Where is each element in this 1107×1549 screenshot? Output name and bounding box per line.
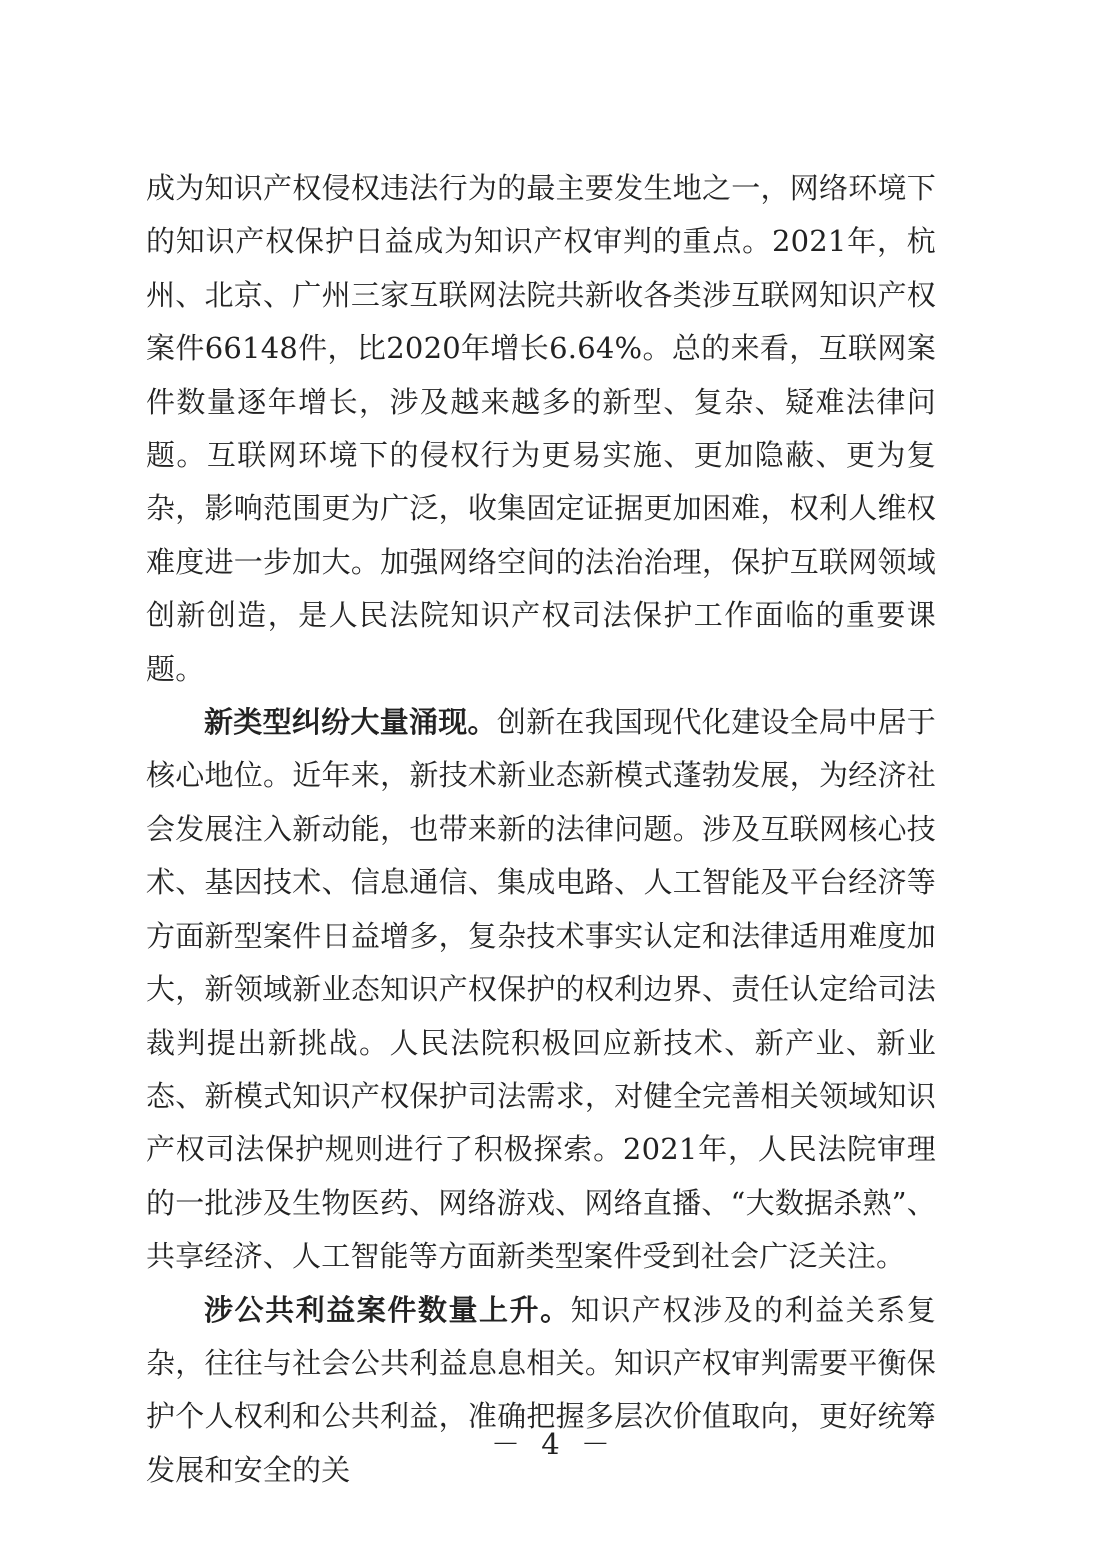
page-number: － 4 － bbox=[491, 1427, 616, 1461]
paragraph-continuation bbox=[146, 162, 936, 696]
paragraph-heading: 新类型纠纷大量涌现。 bbox=[204, 705, 497, 740]
paragraph-public-interest-cases bbox=[146, 1284, 936, 1498]
paragraph-text: 创新在我国现代化建设全局中居于核心地位。近年来，新技术新业态新模式蓬勃发展，为经济社会发展注入新动能，也带来新的法律问题。涉及互联网核心技术、基因技术、信息通信、集成电路、人工智能及平台经济等方面新型案件日益增多，复杂技术事实认定和法律适用难度加大，新领域新业态知识产权保护的权利边界、责任认定给司法裁判提出新挑战。人民法院积极回应新技术、新产业、新业态、新模式知识产权保护司法需求，对健全完善相关领域知识产权司法保护规则进行了积极探索。2021年，人民法院审理的一批涉及生物医药、网络游戏、网络直播、“大数据杀熟”、共享经济、人工智能等方面新类型案件受到社会广泛关注。 bbox=[146, 705, 936, 1274]
paragraph-text: 成为知识产权侵权违法行为的最主要发生地之一，网络环境下的知识产权保护日益成为知识产权审判的重点。2021年，杭州、北京、广州三家互联网法院共新收各类涉互联网知识产权案件66148件，比2020年增长6.64%。总的来看，互联网案件数量逐年增长，涉及越来越多的新型、复杂、疑难法律问题。互联网环境下的侵权行为更易实施、更加隐蔽、更为复杂，影响范围更为广泛，收集固定证据更加困难，权利人维权难度进一步加大。加强网络空间的法治治理，保护互联网领域创新创造，是人民法院知识产权司法保护工作面临的重要课题。 bbox=[146, 171, 936, 686]
paragraph-new-dispute-types bbox=[146, 696, 936, 1283]
paragraph-heading: 涉公共利益案件数量上升。 bbox=[204, 1292, 571, 1327]
body-text bbox=[146, 162, 936, 1497]
paragraph-text: 知识产权涉及的利益关系复杂，往往与社会公共利益息息相关。知识产权审判需要平衡保护个人权利和公共利益，准确把握多层次价值取向，更好统筹发展和安全的关 bbox=[146, 1292, 937, 1487]
